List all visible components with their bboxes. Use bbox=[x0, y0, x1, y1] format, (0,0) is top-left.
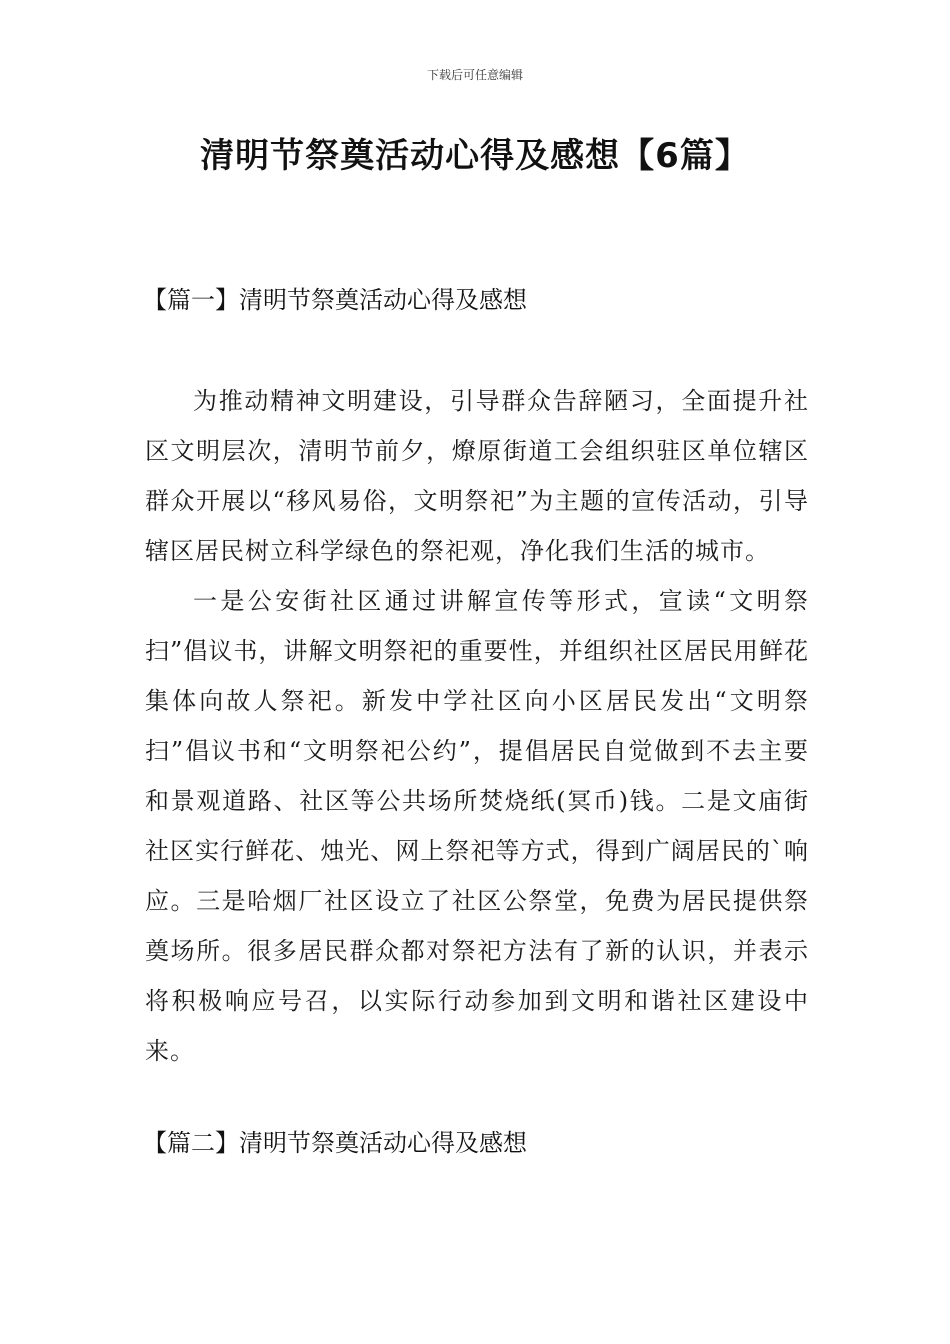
section-heading-1: 【篇一】清明节祭奠活动心得及感想 bbox=[143, 286, 527, 314]
paragraph-1: 为推动精神文明建设，引导群众告辞陋习，全面提升社区文明层次，清明节前夕，燎原街道工会组织驻区单位辖区群众开展以“移风易俗，文明祭祀”为主题的宣传活动，引导辖区居民树立科学绿色的祭祀观，净化我们生活的城市。 bbox=[145, 387, 809, 565]
paragraph-2: 一是公安街社区通过讲解宣传等形式，宣读“文明祭扫”倡议书，讲解文明祭祀的重要性，并组织社区居民用鲜花集体向故人祭祀。新发中学社区向小区居民发出“文明祭扫”倡议书和“文明祭祀公约”，提倡居民自觉做到不去主要和景观道路、社区等公共场所焚烧纸(冥币)钱。二是文庙街社区实行鲜花、烛光、网上祭祀等方式，得到广阔居民的`响应。三是哈烟厂社区设立了社区公祭堂，免费为居民提供祭奠场所。很多居民群众都对祭祀方法有了新的认识，并表示将积极响应号召，以实际行动参加到文明和谐社区建设中来。 bbox=[145, 587, 809, 1065]
document-title: 清明节祭奠活动心得及感想【6篇】 bbox=[200, 136, 750, 176]
section-heading-2: 【篇二】清明节祭奠活动心得及感想 bbox=[143, 1129, 527, 1157]
section-1-body bbox=[145, 376, 809, 1076]
header-note: 下载后可任意编辑 bbox=[426, 68, 523, 82]
